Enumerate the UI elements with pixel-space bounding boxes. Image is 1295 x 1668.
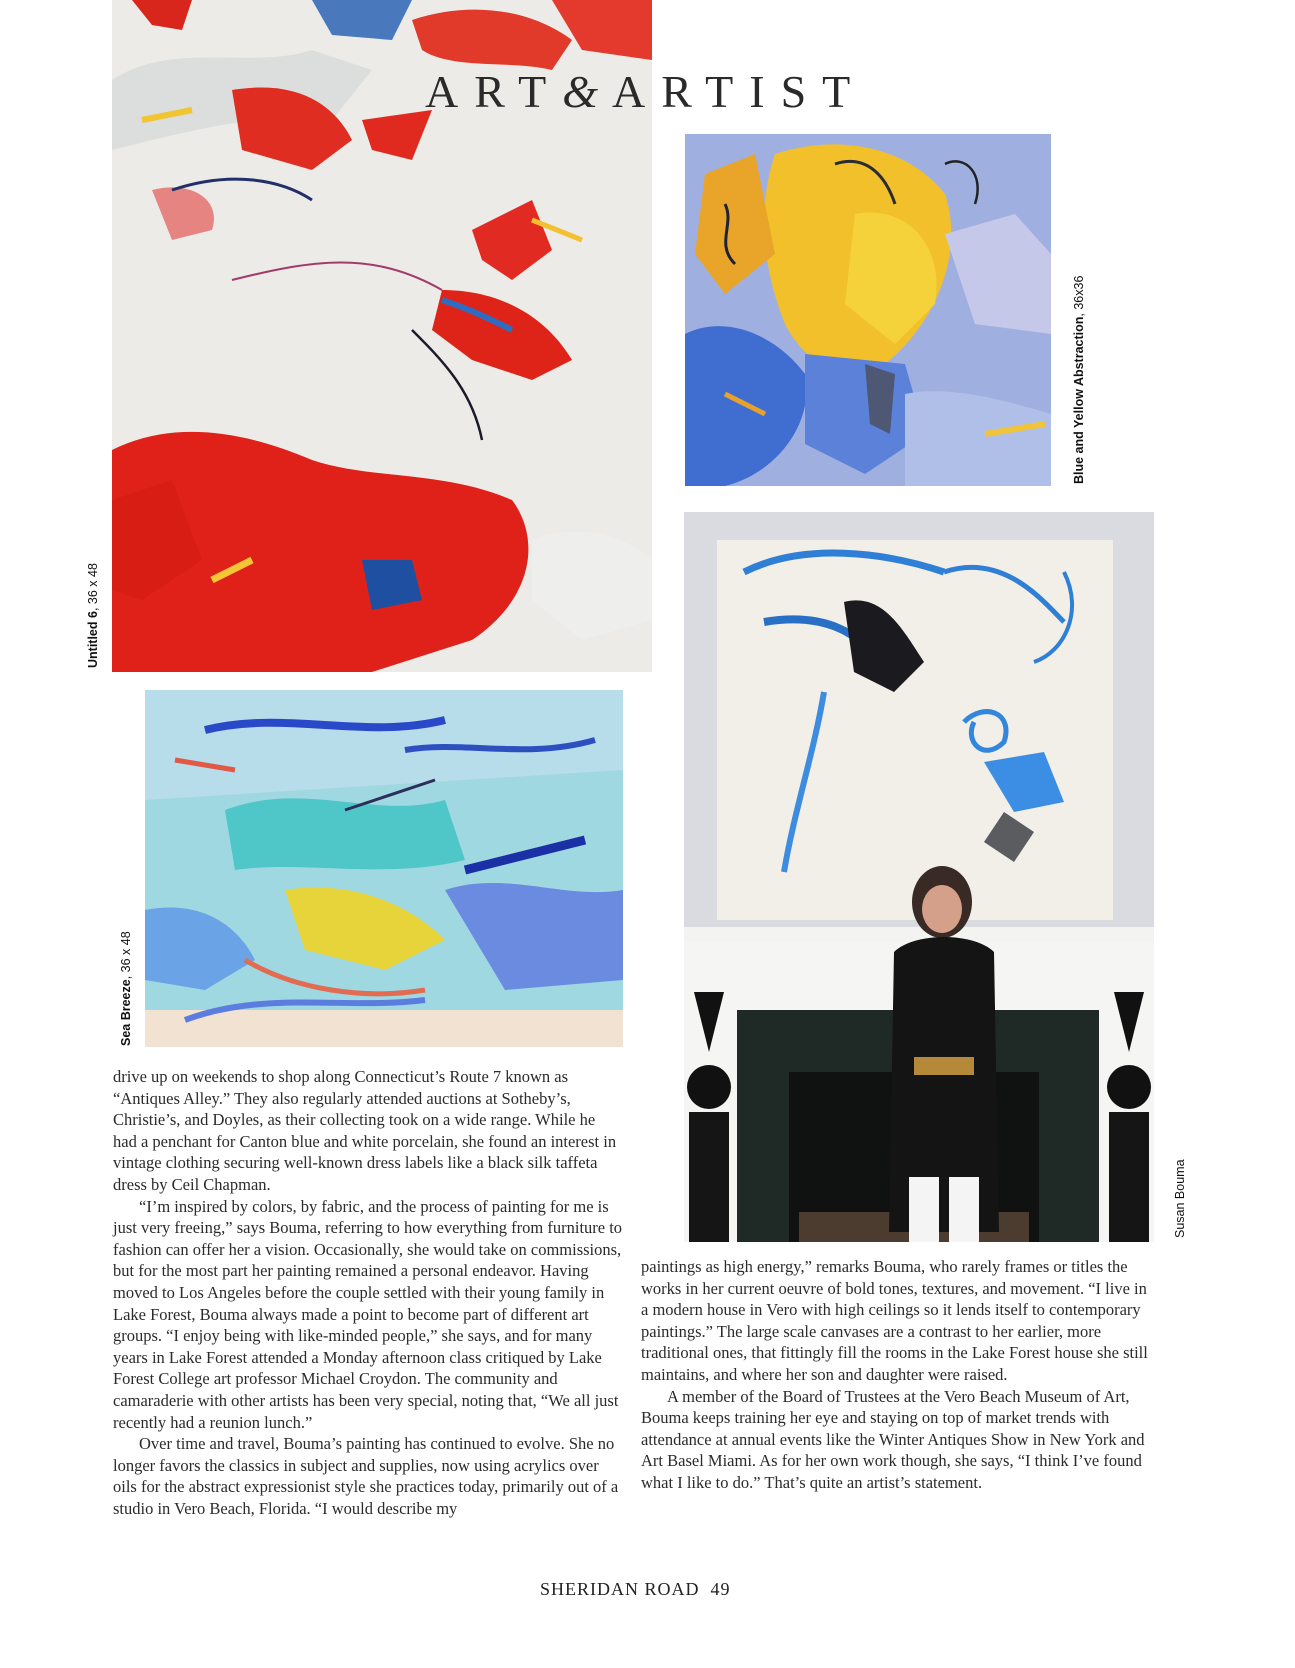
section-title-right: ARTIST: [612, 66, 867, 117]
section-title: [425, 64, 867, 120]
section-title-left: ART: [425, 66, 563, 117]
painting-blue-and-yellow-abstraction: [685, 134, 1051, 486]
article-column-right: [641, 1256, 1153, 1494]
caption-sea-breeze-size: , 36 x 48: [119, 931, 133, 980]
article-paragraph: Over time and travel, Bouma’s painting has continued to evolve. She no longer favors the classics in subject and supplies, now using acrylics over oils for the abstract expressionist style she practices today, primarily out of a studio in Vero Beach, Florida. “I would describe my: [113, 1434, 619, 1518]
caption-sea-breeze: [119, 931, 133, 1046]
photo-credit: Susan Bouma: [1173, 1159, 1187, 1238]
page-footer: [540, 1579, 731, 1600]
article-paragraph: “I’m inspired by colors, by fabric, and the process of painting for me is just very freeing,” says Bouma, referring to how everything from furniture to fashion can offer her a vision. Occasionally, she would take on commissions, but for the most part her painting remained a personal endeavor. Having moved to Los Angeles before the couple settled with their young family in Lake Forest, Bouma always made a point to become part of different art groups. “I enjoy being with like-minded people,” she says, and for many years in Lake Forest attended a Monday afternoon class critiqued by Lake Forest College art professor Michael Croydon. The community and camaraderie with other artists has been very special, noting that, “We all just recently had a reunion lunch.”: [113, 1196, 623, 1432]
caption-blue-and-yellow: [1072, 276, 1086, 484]
caption-untitled-6-size: , 36 x 48: [86, 563, 100, 612]
caption-untitled-6: [86, 563, 100, 668]
photo-artist-with-painting: [684, 512, 1154, 1242]
article-paragraph: paintings as high energy,” remarks Bouma, who rarely frames or titles the works in her current oeuvre of bold tones, textures, and movement. “I live in a modern house in Vero with high ceilings so it lends itself to contemporary paintings.” The large scale canvases are a contrast to her earlier, more traditional ones, that fittingly fill the rooms in the Lake Forest house she still maintains, and where her son and daughter were raised.: [641, 1257, 1148, 1384]
painting-sea-breeze: [145, 690, 623, 1047]
caption-blue-and-yellow-size: , 36x36: [1072, 275, 1086, 317]
publication-name: SHERIDAN ROAD: [540, 1579, 700, 1599]
caption-untitled-6-title: Untitled 6: [86, 611, 100, 668]
article-paragraph: drive up on weekends to shop along Connecticut’s Route 7 known as “Antiques Alley.” They also regularly attended auctions at Sotheby’s, Christie’s, and Doyles, as their collecting took on a wide range. While he had a penchant for Canton blue and white porcelain, she found an interest in vintage clothing securing well-known dress labels like a black silk taffeta dress by Ceil Chapman.: [113, 1067, 617, 1194]
section-title-ampersand: &: [562, 66, 601, 117]
caption-sea-breeze-title: Sea Breeze: [119, 979, 133, 1046]
article-paragraph: A member of the Board of Trustees at the Vero Beach Museum of Art, Bouma keeps training her eye and staying on top of market trends with attendance at annual events like the Winter Antiques Show in New York and Art Basel Miami. As for her own work though, she says, “I think I’ve found what I like to do.” That’s quite an artist’s statement.: [641, 1386, 1145, 1492]
caption-blue-and-yellow-title: Blue and Yellow Abstraction: [1072, 316, 1086, 484]
page-number: 49: [710, 1579, 731, 1599]
article-column-left: [113, 1066, 623, 1519]
